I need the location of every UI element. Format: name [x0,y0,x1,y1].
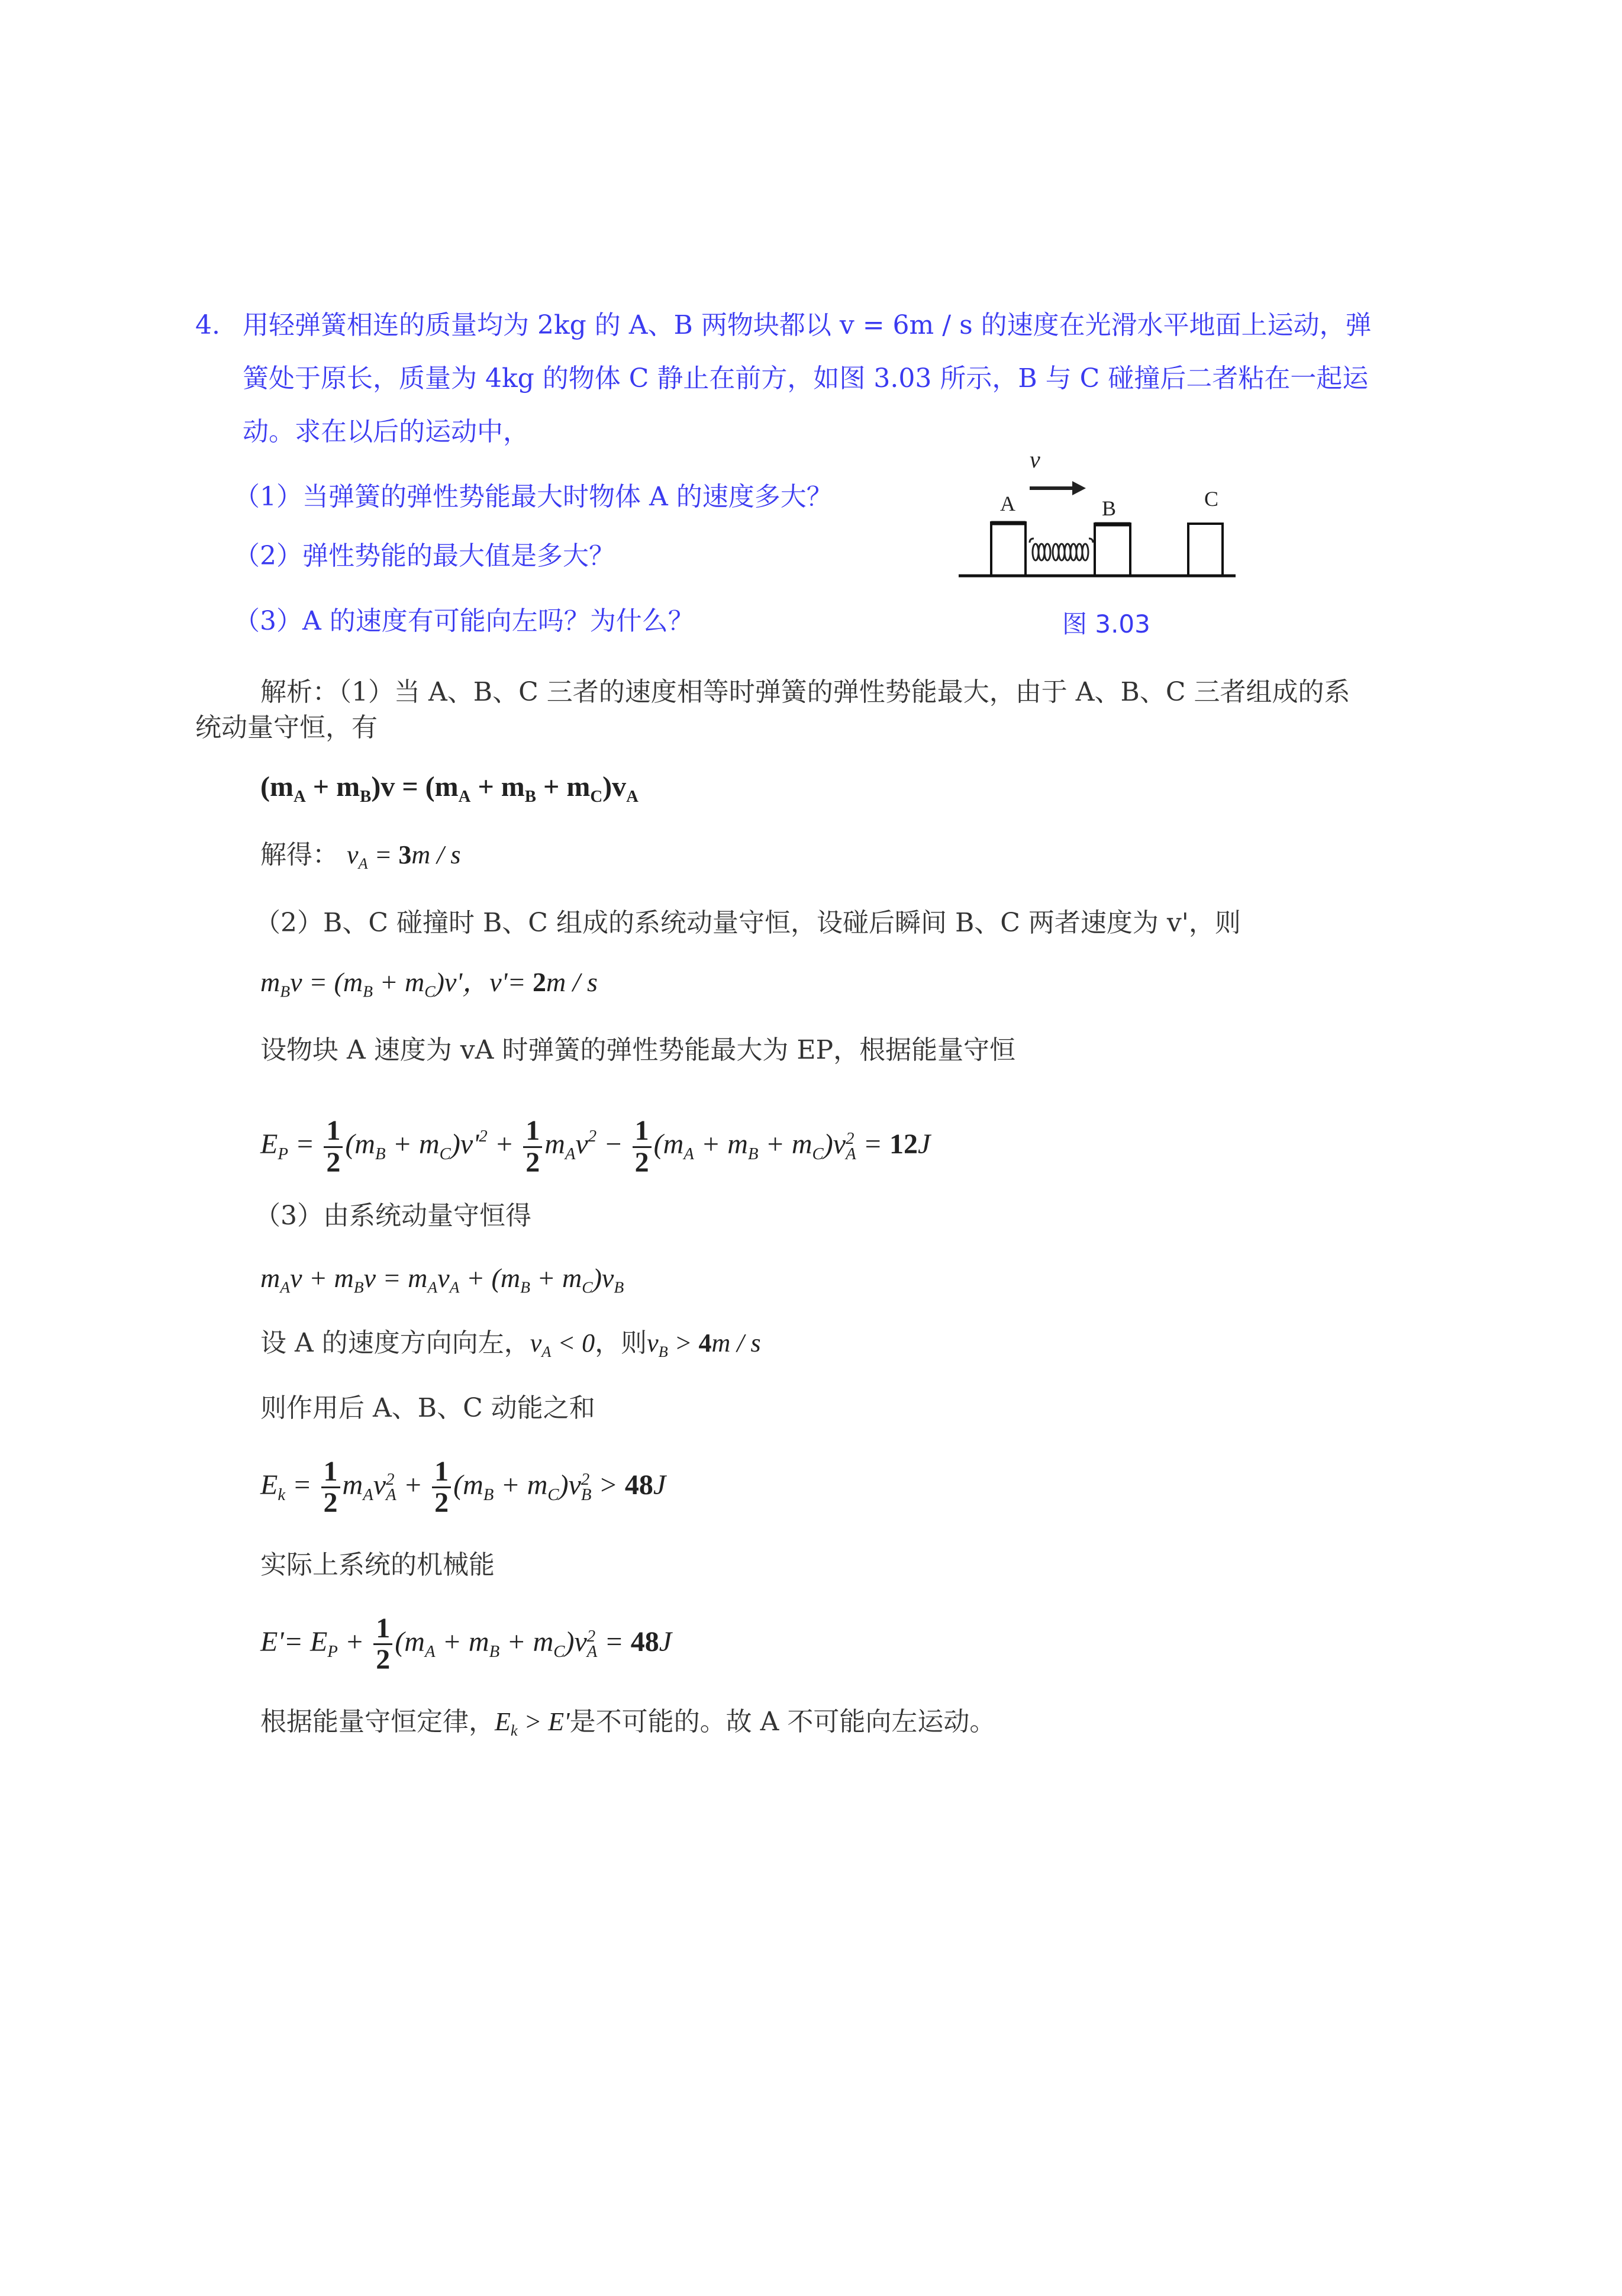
equation-momentum-1: $(m_A + m_B)v = (m_A + m_B + m_C)v_A$ [260,771,639,807]
spring-icon [1030,538,1093,560]
conclusion: 根据能量守恒定律，$E_k > E'$是不可能的。故 A 不可能向左运动。 [260,1707,996,1740]
block-c [1188,524,1223,576]
result-1-label: 解得： [260,840,338,870]
part3-intro: （3）由系统动量守恒得 [254,1201,531,1231]
block-a [991,523,1026,576]
velocity-label: v [1030,446,1040,473]
figure-caption: 图 3.03 [1062,610,1150,639]
label-a: A [1000,492,1015,515]
problem-stem-line-1: 用轻弹簧相连的质量均为 2kg 的 A、B 两物块都以 v = 6m / s 的速度在光滑水平地面上运动，弹 [243,310,1372,340]
equation-momentum-2: $m_Av + m_Bv = m_Av_A + (m_B + m_C)v_B$ [260,1263,624,1297]
label-b: B [1102,496,1117,520]
solution-intro-line-2: 统动量守恒，有 [195,712,378,743]
equation-kinetic-energy: $E_k$ = $\frac{1}{2}$ $m_Av$ 2 A + $\frac{1}{2}$ $(m_B + m_C)v$ 2 B > 48J [260,1456,666,1519]
part3-assumption: 设 A 的速度方向向左，$v_A < 0$，则$v_B > 4m / s$ [260,1328,761,1361]
part2-energy-intro: 设物块 A 速度为 vA 时弹簧的弹性势能最大为 EP，根据能量守恒 [260,1035,1016,1065]
problem-stem-line-2: 簧处于原长，质量为 4kg 的物体 C 静止在前方，如图 3.03 所示，B 与 C 碰撞后二者粘在一起运 [243,363,1369,394]
equation-elastic-energy: $E_P$ = $\frac{1}{2}$ $(m_B + m_C)v'^2$ + $\frac{1}{2}$ $m_Av^2$ − $\frac{1}{2}$ $(m_A + m_B + m_C)v$ 2 A = 12J [260,1115,931,1178]
label-c: C [1204,487,1219,511]
question-3: （3）A 的速度有可能向左吗？为什么？ [234,606,694,636]
problem-number: 4. [195,310,220,340]
problem-stem-line-3: 动。求在以后的运动中， [243,417,529,447]
solution-intro-line-1: 解析：（1）当 A、B、C 三者的速度相等时弹簧的弹性势能最大，由于 A、B、C 三者组成的系 [260,677,1350,707]
block-b [1095,524,1130,576]
part3-mechanical-intro: 实际上系统的机械能 [260,1550,495,1580]
equation-collision: $m_Bv = (m_B + m_C)v'$，v'= 2m / s [260,967,598,1001]
question-1: （1）当弹簧的弹性势能最大时物体 A 的速度多大？ [234,482,833,512]
result-1: 解得： $v_A = 3m / s$ [260,840,461,873]
equation-mechanical-energy: $E'= E_P$ + $\frac{1}{2}$ $(m_A + m_B + m_C)v$ 2 A = 48J [260,1613,672,1676]
part3-kinetic-intro: 则作用后 A、B、C 动能之和 [260,1393,595,1423]
question-2: （2）弹性势能的最大值是多大？ [234,541,615,571]
part2-intro: （2）B、C 碰撞时 B、C 组成的系统动量守恒，设碰后瞬间 B、C 两者速度为 v'，则 [254,908,1241,938]
